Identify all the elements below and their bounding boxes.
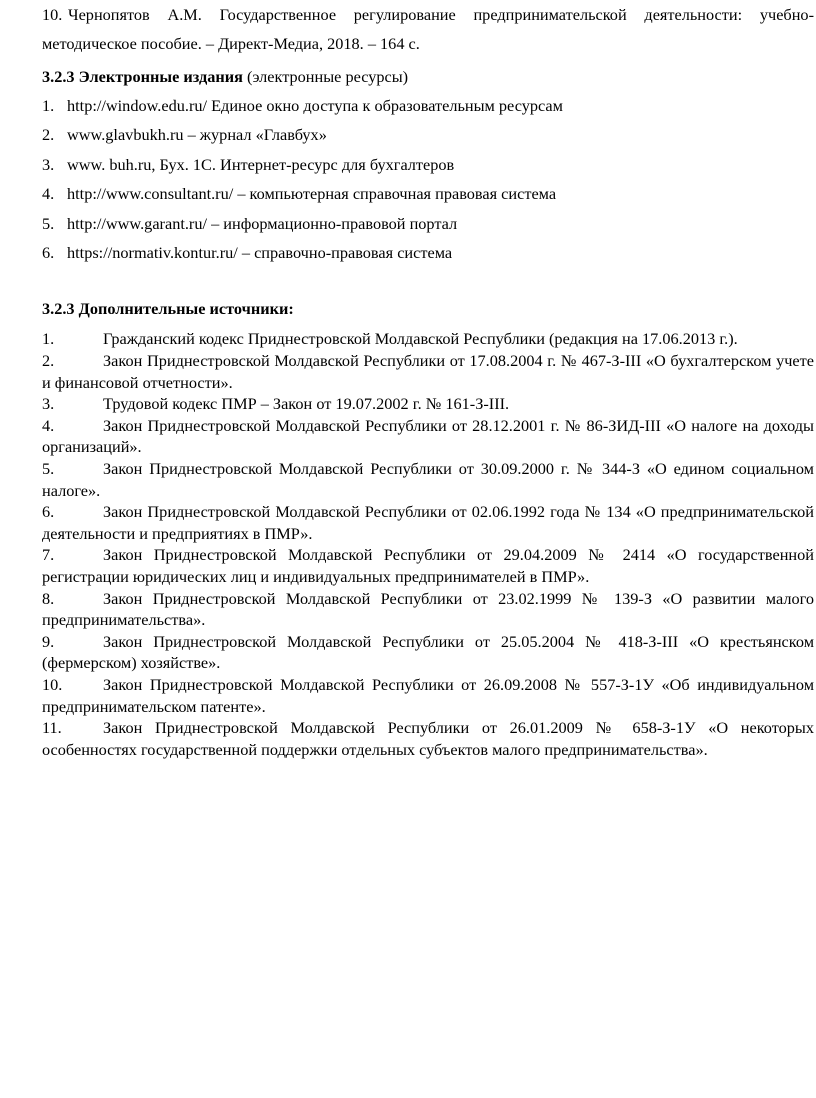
- section-title: Электронные издания: [78, 67, 243, 86]
- item-number: 6.: [42, 502, 55, 522]
- item-number: 11.: [42, 718, 62, 738]
- item-text: Закон Приднестровской Молдавской Республики от 26.01.2009 № 658-З-1У «О некоторых особенностях государственной поддержки отдельных субъектов малого предпринимательства».: [42, 718, 814, 759]
- list-item: [42, 501, 814, 544]
- list-item: [42, 631, 814, 674]
- item-number: 2.: [42, 351, 55, 371]
- item-text: Закон Приднестровской Молдавской Республики от 02.06.1992 года № 134 «О предпринимательской деятельности и предприятиях в ПМР».: [42, 502, 814, 543]
- item-text: www.glavbukh.ru – журнал «Главбух»: [67, 125, 327, 145]
- list-item: [42, 393, 814, 415]
- item-number: 5.: [42, 213, 55, 233]
- item-number: 1.: [42, 329, 55, 349]
- entry-number: 10.: [42, 5, 63, 24]
- item-number: 6.: [42, 243, 55, 263]
- item-text: http://www.garant.ru/ – информационно-правовой портал: [67, 213, 458, 233]
- list-item: [42, 588, 814, 631]
- list-item: [42, 91, 814, 120]
- item-text: Трудовой кодекс ПМР – Закон от 19.07.2002 г. № 161-З-III.: [103, 394, 510, 414]
- entry-text: Чернопятов А.М. Государственное регулирование предпринимательской деятельности: учебно-методическое пособие. – Директ-Медиа, 2018. – 164 с.: [42, 5, 814, 53]
- section-heading-additional: [42, 294, 814, 323]
- item-text: Закон Приднестровской Молдавской Республики от 29.04.2009 № 2414 «О государственной регистрации юридических лиц и индивидуальных предпринимателей в ПМР».: [42, 545, 814, 586]
- item-text: Закон Приднестровской Молдавской Республики от 17.08.2004 г. № 467-З-III «О бухгалтерском учете и финансовой отчетности».: [42, 351, 814, 392]
- item-number: 7.: [42, 545, 55, 565]
- item-text: https://normativ.kontur.ru/ – справочно-правовая система: [67, 243, 453, 263]
- item-number: 3.: [42, 394, 55, 414]
- section-title: 3.2.3 Дополнительные источники:: [42, 299, 294, 319]
- item-number: 9.: [42, 631, 55, 651]
- item-text: http://www.consultant.ru/ – компьютерная справочная правовая система: [67, 184, 557, 204]
- item-text: Закон Приднестровской Молдавской Республики от 26.09.2008 № 557-З-1У «Об индивидуальном предпринимательском патенте».: [42, 674, 814, 716]
- item-number: 4.: [42, 184, 55, 204]
- document-page: [42, 0, 814, 760]
- section-number: 3.2.3: [42, 67, 75, 86]
- item-number: 1.: [42, 96, 55, 115]
- item-text: Закон Приднестровской Молдавской Республики от 23.02.1999 № 139-З «О развитии малого предпринимательства».: [42, 588, 814, 630]
- item-text: Закон Приднестровской Молдавской Республики от 25.05.2004 № 418-З-III «О крестьянском (фермерском) хозяйстве».: [42, 631, 814, 673]
- item-number: 4.: [42, 415, 55, 435]
- item-number: 3.: [42, 154, 55, 174]
- section-suffix: (электронные ресурсы): [247, 67, 409, 86]
- item-text: www. buh.ru, Бух. 1С. Интернет-ресурс для бухгалтеров: [67, 154, 455, 174]
- item-text: Закон Приднестровской Молдавской Республики от 28.12.2001 г. № 86-ЗИД-III «О налоге на доходы организаций».: [42, 415, 814, 457]
- list-item: [42, 179, 814, 208]
- list-item: [42, 150, 814, 179]
- list-item: [42, 544, 814, 587]
- electronic-resources-list: [42, 91, 814, 267]
- item-number: 8.: [42, 588, 55, 608]
- list-item: [42, 238, 814, 267]
- item-number: 2.: [42, 125, 55, 145]
- item-text: Закон Приднестровской Молдавской Республики от 30.09.2000 г. № 344-З «О едином социальном налоге».: [42, 459, 814, 500]
- list-item: [42, 120, 814, 149]
- list-item: [42, 209, 814, 238]
- list-item: [42, 415, 814, 458]
- item-number: 10.: [42, 674, 63, 694]
- additional-sources-list: [42, 328, 814, 760]
- list-item: [42, 674, 814, 717]
- item-text: http://window.edu.ru/ Единое окно доступа к образовательным ресурсам: [67, 96, 563, 115]
- list-item: [42, 328, 814, 350]
- bibliography-entry: [42, 0, 814, 58]
- item-text: Гражданский кодекс Приднестровской Молдавской Республики (редакция на 17.06.2013 г.).: [103, 329, 738, 349]
- list-item: [42, 350, 814, 393]
- item-number: 5.: [42, 459, 55, 478]
- section-heading-electronic: [42, 62, 814, 91]
- list-item: [42, 717, 814, 760]
- list-item: [42, 458, 814, 501]
